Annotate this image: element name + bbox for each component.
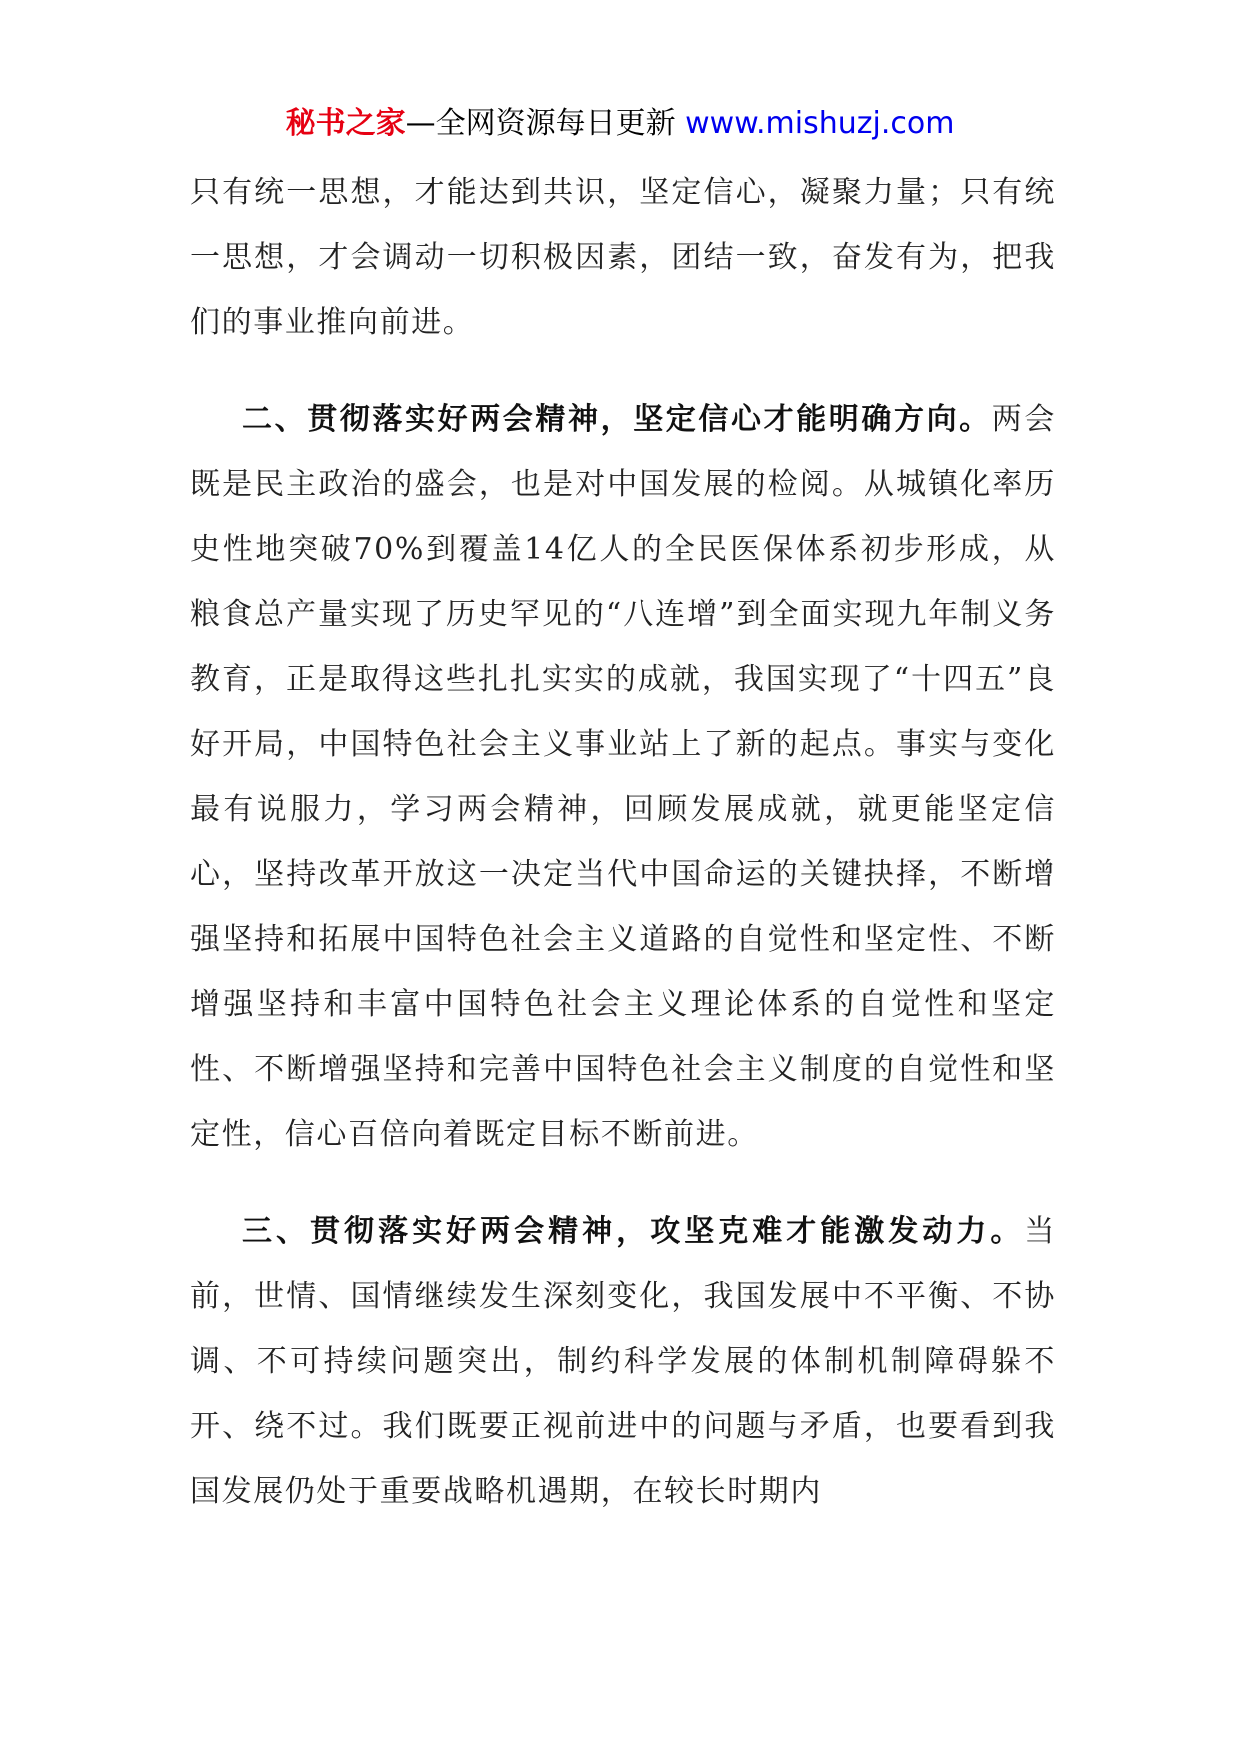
- paragraph-1-text: 只有统一思想，才能达到共识，坚定信心，凝聚力量；只有统一思想，才会调动一切积极因素，团结一致，奋发有为，把我们的事业推向前进。: [190, 175, 1056, 340]
- paragraph-2-text: 两会既是民主政治的盛会，也是对中国发展的检阅。从城镇化率历史性地突破70%到覆盖14亿人的全民医保体系初步形成，从粮食总产量实现了历史罕见的“八连增”到全面实现九年制义务教育，正是取得这些扎扎实实的成就，我国实现了“十四五”良好开局，中国特色社会主义事业站上了新的起点。事实与变化最有说服力，学习两会精神，回顾发展成就，就更能坚定信心，坚持改革开放这一决定当代中国命运的关键抉择，不断增强坚持和拓展中国特色社会主义道路的自觉性和坚定性、不断增强坚持和丰富中国特色社会主义理论体系的自觉性和坚定性、不断增强坚持和完善中国特色社会主义制度的自觉性和坚定性，信心百倍向着既定目标不断前进。: [190, 402, 1056, 1152]
- header-tagline: —全网资源每日更新: [405, 106, 676, 141]
- paragraph-1: [190, 160, 1056, 355]
- header-url-link[interactable]: www.mishuzj.com: [685, 106, 955, 141]
- paragraph-3-text: 当前，世情、国情继续发生深刻变化，我国发展中不平衡、不协调、不可持续问题突出，制约科学发展的体制机制障碍躲不开、绕不过。我们既要正视前进中的问题与矛盾，也要看到我国发展仍处于重要战略机遇期，在较长时期内: [190, 1214, 1056, 1509]
- paragraph-3-heading: 三、贯彻落实好两会精神，攻坚克难才能激发动力。: [242, 1214, 1025, 1249]
- header-brand: 秘书之家: [285, 106, 406, 141]
- paragraph-2: [190, 387, 1056, 1167]
- paragraph-3: [190, 1199, 1056, 1524]
- page-header: [0, 104, 1240, 144]
- document-body: [190, 160, 1056, 1524]
- paragraph-2-heading: 二、贯彻落实好两会精神，坚定信心才能明确方向。: [242, 402, 992, 437]
